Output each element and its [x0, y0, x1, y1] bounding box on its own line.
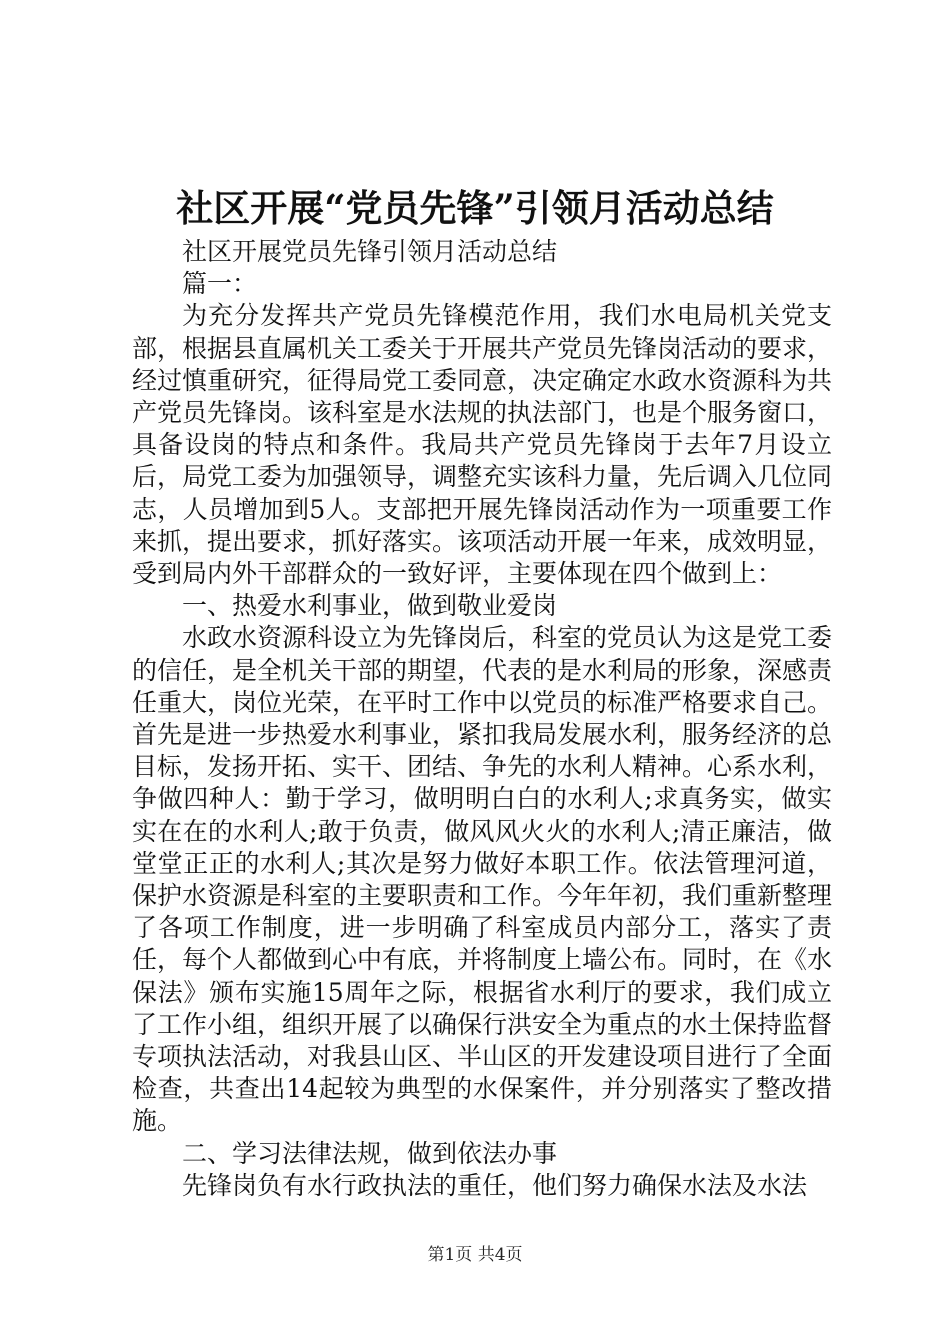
paragraph-intro: 为充分发挥共产党员先锋模范作用，我们水电局机关党支部，根据县直属机关工委关于开展共产党员先锋岗活动的要求，经过慎重研究，征得局党工委同意，决定确定水政水资源科为共产党员先锋岗。该科室是水法规的执法部门，也是个服务窗口，具备设岗的特点和条件。我局共产党员先锋岗于去年7月设立后，局党工委为加强领导，调整充实该科力量，先后调入几位同志，人员增加到5人。支部把开展先锋岗活动作为一项重要工作来抓，提出要求，抓好落实。该项活动开展一年来，成效明显，受到局内外干部群众的一致好评，主要体现在四个做到上：: [132, 301, 833, 589]
part-label: 篇一：: [182, 269, 258, 299]
page-number: 第1页 共4页: [427, 1245, 523, 1265]
document-title: 社区开展“党员先锋”引领月活动总结: [176, 186, 774, 230]
section-heading-1: 一、热爱水利事业，做到敬业爱岗: [182, 591, 558, 621]
section-heading-2: 二、学习法律法规，做到依法办事: [182, 1138, 558, 1168]
document-body: [132, 236, 832, 1202]
document-subtitle: 社区开展党员先锋引领月活动总结: [182, 237, 558, 266]
page-footer: [0, 1243, 950, 1267]
paragraph-section-1: 水政水资源科设立为先锋岗后，科室的党员认为这是党工委的信任，是全机关干部的期望，代表的是水利局的形象，深感责任重大，岗位光荣，在平时工作中以党员的标准严格要求自己。首先是进一步热爱水利事业，紧扣我局发展水利，服务经济的总目标，发扬开拓、实干、团结、争先的水利人精神。心系水利，争做四种人：勤于学习，做明明白白的水利人;求真务实，做实实在在的水利人;敢于负责，做风风火火的水利人;清正廉洁，做堂堂正正的水利人;其次是努力做好本职工作。依法管理河道，保护水资源是科室的主要职责和工作。今年年初，我们重新整理了各项工作制度，进一步明确了科室成员内部分工，落实了责任，每个人都做到心中有底，并将制度上墙公布。同时，在《水保法》颁布实施15周年之际，根据省水利厅的要求，我们成立了工作小组，组织开展了以确保行洪安全为重点的水土保持监督专项执法活动，对我县山区、半山区的开发建设项目进行了全面检查，共查出14起较为典型的水保案件，并分别落实了整改措施。: [132, 623, 833, 1136]
paragraph-section-2: 先锋岗负有水行政执法的重任，他们努力确保水法及水法: [182, 1170, 808, 1200]
